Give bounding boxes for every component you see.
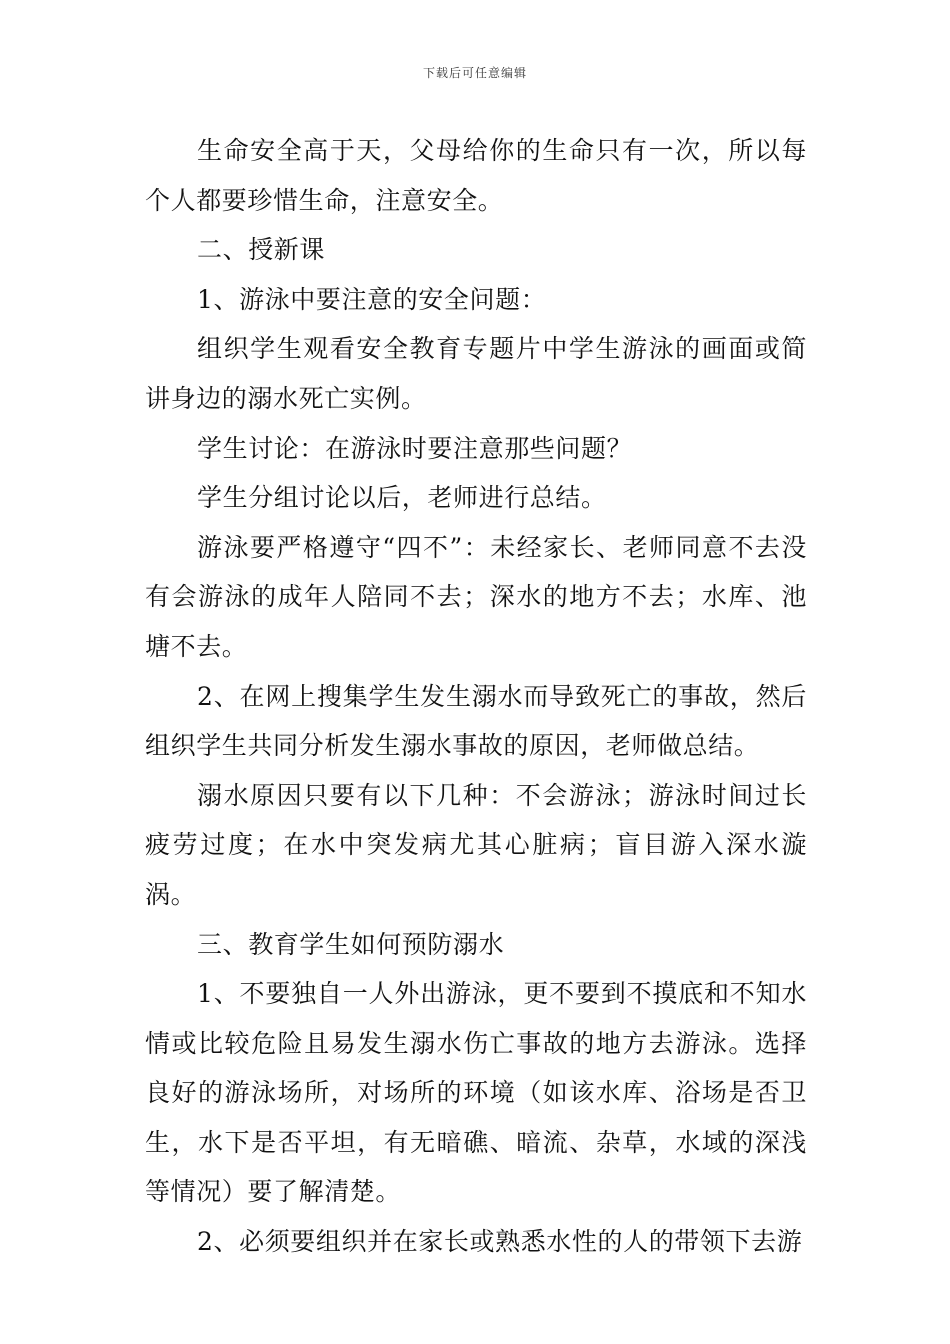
- subheading-swimming-safety: 1、游泳中要注意的安全问题：: [197, 284, 547, 314]
- paragraph-prevention-2: 2、必须要组织并在家长或熟悉水性的人的带领下去游: [197, 1227, 803, 1257]
- paragraph-discussion: 学生讨论：在游泳时要注意那些问题？: [197, 433, 633, 463]
- paragraph-watch-video: 组织学生观看安全教育专题片中学生游泳的画面或简讲身边的溺水死亡实例。: [145, 334, 807, 413]
- paragraph-intro: 生命安全高于天，父母给你的生命只有一次，所以每个人都要珍惜生命，注意安全。: [145, 136, 807, 215]
- document-body: [145, 126, 807, 1267]
- paragraph-four-nots: 游泳要严格遵守“四不”：未经家长、老师同意不去没有会游泳的成年人陪同不去；深水的地方不去；水库、池塘不去。: [145, 532, 807, 661]
- paragraph-drowning-causes: 溺水原因只要有以下几种：不会游泳；游泳时间过长疲劳过度；在水中突发病尤其心脏病；盲目游入深水漩涡。: [145, 780, 807, 909]
- paragraph-prevention-1: 1、不要独自一人外出游泳，更不要到不摸底和不知水情或比较危险且易发生溺水伤亡事故的地方去游泳。选择良好的游泳场所，对场所的环境（如该水库、浴场是否卫生，水下是否平坦，有无暗礁、暗流、杂草，水域的深浅等情况）要了解清楚。: [145, 979, 807, 1207]
- section-heading-new-lesson: 二、授新课: [197, 235, 326, 265]
- page-header: 下载后可任意编辑: [422, 66, 527, 80]
- paragraph-collect-accidents: 2、在网上搜集学生发生溺水而导致死亡的事故，然后组织学生共同分析发生溺水事故的原因，老师做总结。: [145, 681, 807, 761]
- section-heading-prevention: 三、教育学生如何预防溺水: [197, 929, 505, 959]
- paragraph-group-summary: 学生分组讨论以后，老师进行总结。: [197, 483, 607, 513]
